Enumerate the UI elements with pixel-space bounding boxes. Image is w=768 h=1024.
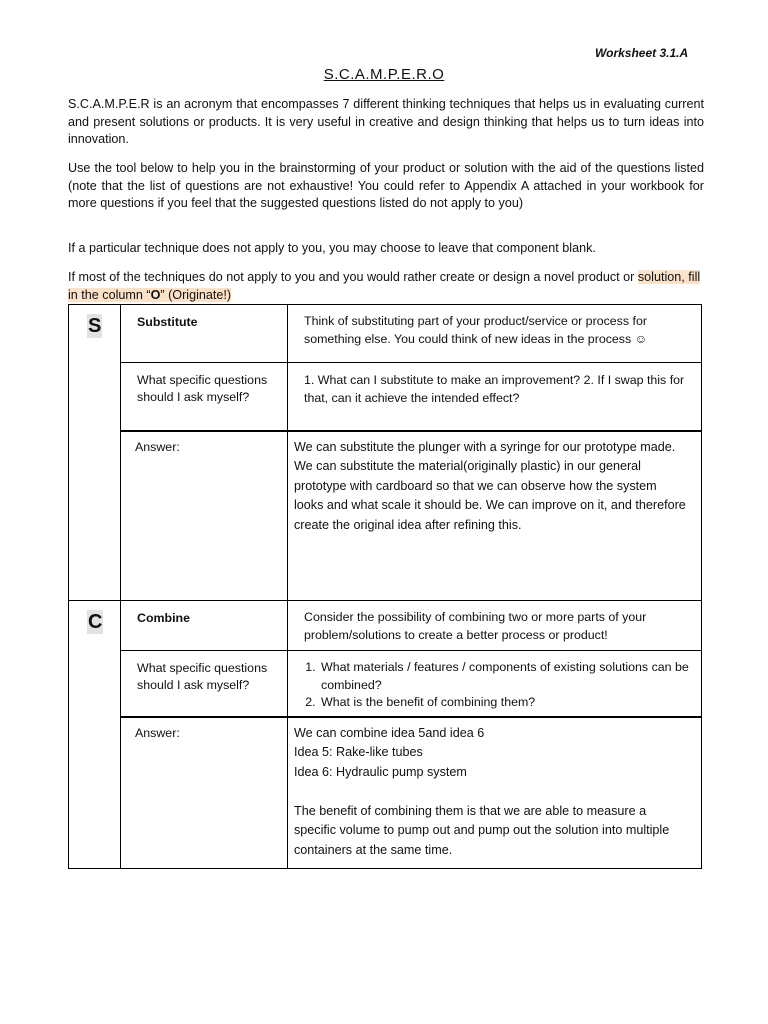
letter-c: C <box>88 611 103 633</box>
intro-paragraph-1: S.C.A.M.P.E.R is an acronym that encompasses 7 different thinking techniques that helps us in evaluating current and present solutions or products. It is very useful in creative and design thinking that helps us to turn ideas into innovation. <box>68 97 704 146</box>
highlight-text-pre: solution, fill in the column “ <box>68 270 701 302</box>
answer-line: The benefit of combining them is that we are able to measure a specific volume to pump out and pump out the solution into multiple containers at the same time. <box>294 803 670 857</box>
highlight-letter-o: O <box>150 287 161 302</box>
questions-label: What specific questions should I ask myself? <box>137 661 268 692</box>
technique-description: Consider the possibility of combining two or more parts of your problem/solutions to create a better process or product! <box>304 610 647 642</box>
letter-cell-s <box>69 305 121 601</box>
question-item: 1. What materials / features / components of existing solutions can be combined? <box>319 659 691 694</box>
answer-cell[interactable] <box>288 717 702 869</box>
technique-label: Substitute <box>137 315 198 329</box>
technique-label: Combine <box>137 611 191 625</box>
answer-line: Idea 6: Hydraulic pump system <box>294 764 467 779</box>
worksheet-label: Worksheet 3.1.A <box>595 46 689 60</box>
questions-label-cell <box>121 363 288 431</box>
answer-line: We can combine idea 5and idea 6 <box>294 725 485 740</box>
answer-label: Answer: <box>135 439 180 454</box>
page-title: S.C.A.M.P.E.R.O <box>323 66 445 83</box>
intro-paragraph-4 <box>68 269 704 304</box>
technique-description: Think of substituting part of your product/service or process for something else. You could think of new ideas in the process ☺ <box>304 314 648 346</box>
intro-paragraph-4-text: If most of the techniques do not apply to you and you would rather create or design a novel product or <box>68 270 638 284</box>
answer-text[interactable] <box>288 718 701 861</box>
intro-paragraph-3: If a particular technique does not apply to you, you may choose to leave that component blank. <box>68 241 596 255</box>
letter-s: S <box>88 315 102 337</box>
scamper-table <box>68 304 702 869</box>
table-row <box>69 651 702 717</box>
answer-label-cell <box>121 717 288 869</box>
questions-cell <box>288 651 702 717</box>
answer-label: Answer: <box>135 725 180 740</box>
highlight-text-post: ” (Originate!) <box>160 287 232 302</box>
answer-line: Idea 5: Rake-like tubes <box>294 745 423 759</box>
answer-cell[interactable] <box>288 431 702 601</box>
questions-label: What specific questions should I ask myself? <box>137 373 268 404</box>
table-row <box>69 601 702 651</box>
letter-cell-c <box>69 601 121 869</box>
answer-text[interactable]: We can substitute the plunger with a syringe for our prototype made. We can substitute the material(originally plastic) in our general prototype with cardboard so that we can observe how the system looks and what scale it should be. We can improve on it, and therefore create the original idea after refining this. <box>294 439 686 532</box>
answer-spacer <box>294 782 689 802</box>
question-item: 2. What is the benefit of combining them? <box>319 694 691 712</box>
answer-label-cell <box>121 431 288 601</box>
description-cell <box>288 601 702 651</box>
table-row <box>69 431 702 601</box>
questions-list <box>288 651 701 712</box>
table-row <box>69 363 702 431</box>
technique-cell <box>121 305 288 363</box>
intro-paragraph-2: Use the tool below to help you in the brainstorming of your product or solution with the aid of the questions listed (note that the list of questions are not exhaustive! You could refer to Appendix A attached in your workbook for more questions if you feel that the suggested questions listed do not apply to you) <box>68 161 704 210</box>
questions-cell <box>288 363 702 431</box>
table-row <box>69 305 702 363</box>
questions-text: 1. What can I substitute to make an improvement? 2. If I swap this for that, can it achieve the intended effect? <box>304 373 685 405</box>
questions-label-cell <box>121 651 288 717</box>
table-row <box>69 717 702 869</box>
technique-cell <box>121 601 288 651</box>
description-cell <box>288 305 702 363</box>
